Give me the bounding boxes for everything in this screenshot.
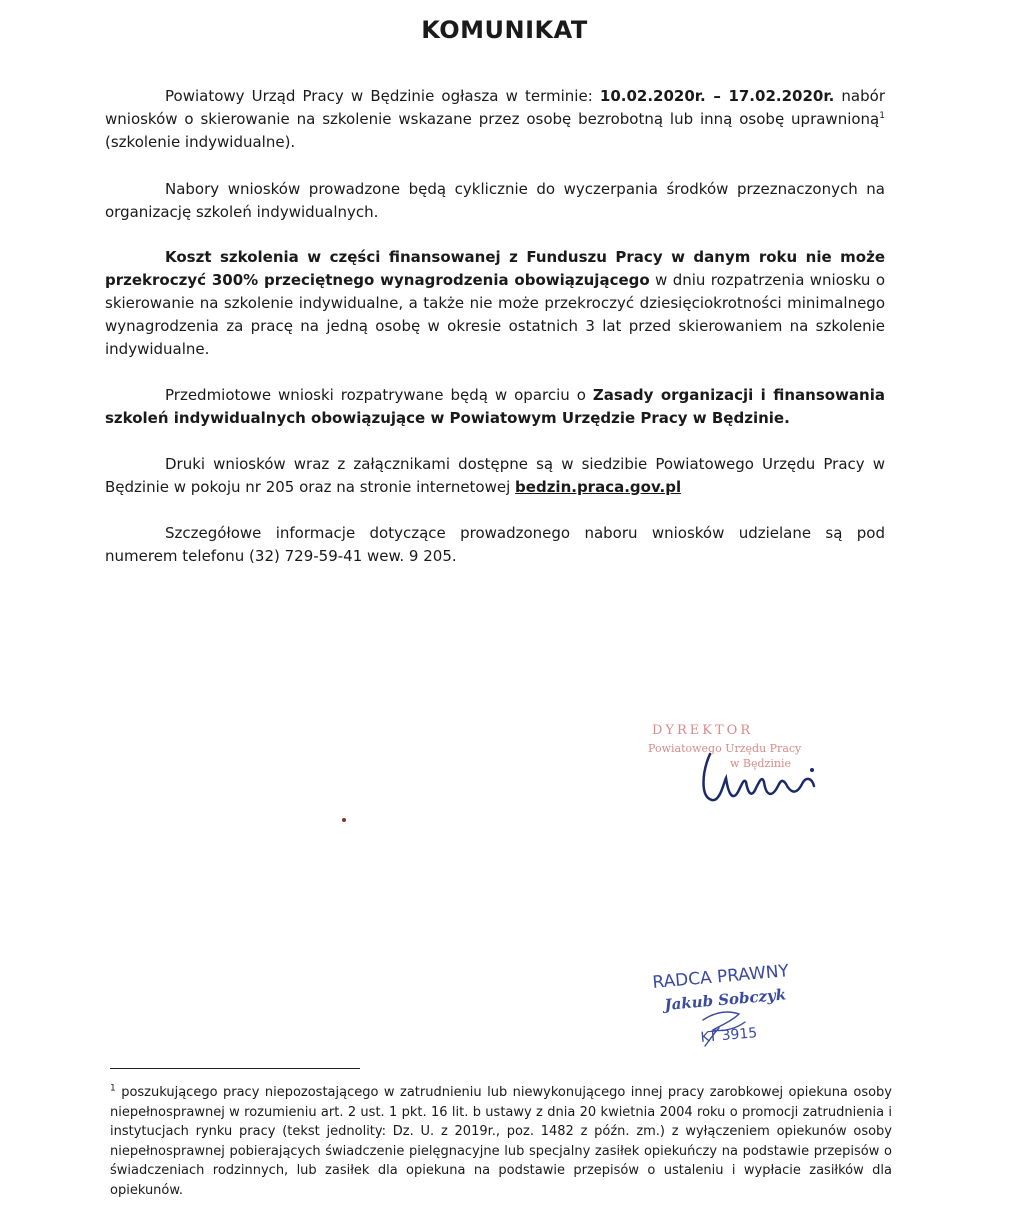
director-stamp-line1: DYREKTOR bbox=[652, 723, 754, 738]
footnote-reference: 1 bbox=[879, 111, 885, 121]
date-end: 17.02.2020r. bbox=[728, 87, 835, 105]
website-link[interactable]: bedzin.praca.gov.pl bbox=[515, 478, 682, 496]
lawyer-stamp-number: KT 3915 bbox=[699, 1025, 758, 1046]
paragraph-cost bbox=[105, 246, 885, 361]
footnote-mark: 1 bbox=[110, 1083, 116, 1094]
lawyer-stamp bbox=[645, 960, 845, 1060]
forms-lead: Druki wniosków wraz z załącznikami dostępne są w siedzibie Powiatowego Urzędu Pracy w Będzinie w pokoju nr 205 oraz na stronie internetowej bbox=[105, 455, 885, 496]
ink-speck bbox=[342, 818, 346, 822]
announcement-tail: (szkolenie indywidualne). bbox=[105, 133, 296, 151]
cost-bold: Koszt szkolenia w części finansowanej z Funduszu Pracy w danym roku nie może przekroczyć 300% przeciętnego wynagrodzenia obowiązującego bbox=[105, 248, 885, 289]
rules-lead: Przedmiotowe wnioski rozpatrywane będą w oparciu o bbox=[165, 386, 593, 404]
footnote bbox=[110, 1083, 892, 1200]
director-stamp-line2: Powiatowego Urzędu Pracy bbox=[648, 742, 802, 755]
lawyer-stamp-name: Jakub Sobczyk bbox=[663, 985, 787, 1014]
paragraph-announcement bbox=[105, 85, 885, 154]
document-title: KOMUNIKAT bbox=[421, 16, 588, 44]
director-stamp bbox=[640, 712, 860, 812]
paragraph-forms bbox=[105, 453, 885, 499]
announcement-lead: Powiatowy Urząd Pracy w Będzinie ogłasza w terminie: bbox=[165, 87, 600, 105]
paragraph-cycles: Nabory wniosków prowadzone będą cyklicznie do wyczerpania środków przeznaczonych na organizację szkoleń indywidualnych. bbox=[105, 180, 885, 221]
date-dash: – bbox=[705, 87, 729, 105]
footnote-divider bbox=[110, 1068, 360, 1069]
rules-bold: Zasady organizacji i finansowania szkoleń indywidualnych obowiązujące w Powiatowym Urzędzie Pracy w Będzinie. bbox=[105, 386, 885, 427]
director-stamp-line3: w Będzinie bbox=[730, 757, 791, 770]
lawyer-stamp-title: RADCA PRAWNY bbox=[651, 961, 790, 993]
paragraph-rules bbox=[105, 384, 885, 430]
announcement-rest: nabór wniosków o skierowanie na szkolenie wskazane przez osobę bezrobotną lub inną osobę uprawnioną bbox=[105, 87, 885, 128]
date-start: 10.02.2020r. bbox=[599, 87, 706, 105]
paragraph-contact: Szczegółowe informacje dotyczące prowadzonego naboru wniosków udzielane są pod numerem telefonu (32) 729-59-41 wew. 9 205. bbox=[105, 524, 885, 565]
cost-rest: w dniu rozpatrzenia wniosku o skierowanie na szkolenie indywidualne, a także nie może przekroczyć dziesięciokrotności minimalnego wynagrodzenia za pracę na jedną osobę w okresie ostatnich 3 lat przed skierowaniem na szkolenie indywidualne. bbox=[105, 271, 885, 358]
footnote-text: poszukującego pracy niepozostającego w zatrudnieniu lub niewykonującego innej pracy zarobkowej opiekuna osoby niepełnosprawnej w rozumieniu art. 2 ust. 1 pkt. 16 lit. b ustawy z dnia 20 kwietnia 2004 roku o promocji zatrudnienia i instytucjach rynku pracy (tekst jednolity: Dz. U. z 2019r., poz. 1482 z późn. zm.) z wyłączeniem opiekunów osoby niepełnosprawnej pobierających świadczenie pielęgnacyjne lub specjalny zasiłek opiekuńczy na podstawie przepisów o świadczeniach rodzinnych, lub zasiłek dla opiekuna na podstawie przepisów o ustaleniu i wypłacie zasiłków dla opiekunów. bbox=[110, 1085, 892, 1198]
